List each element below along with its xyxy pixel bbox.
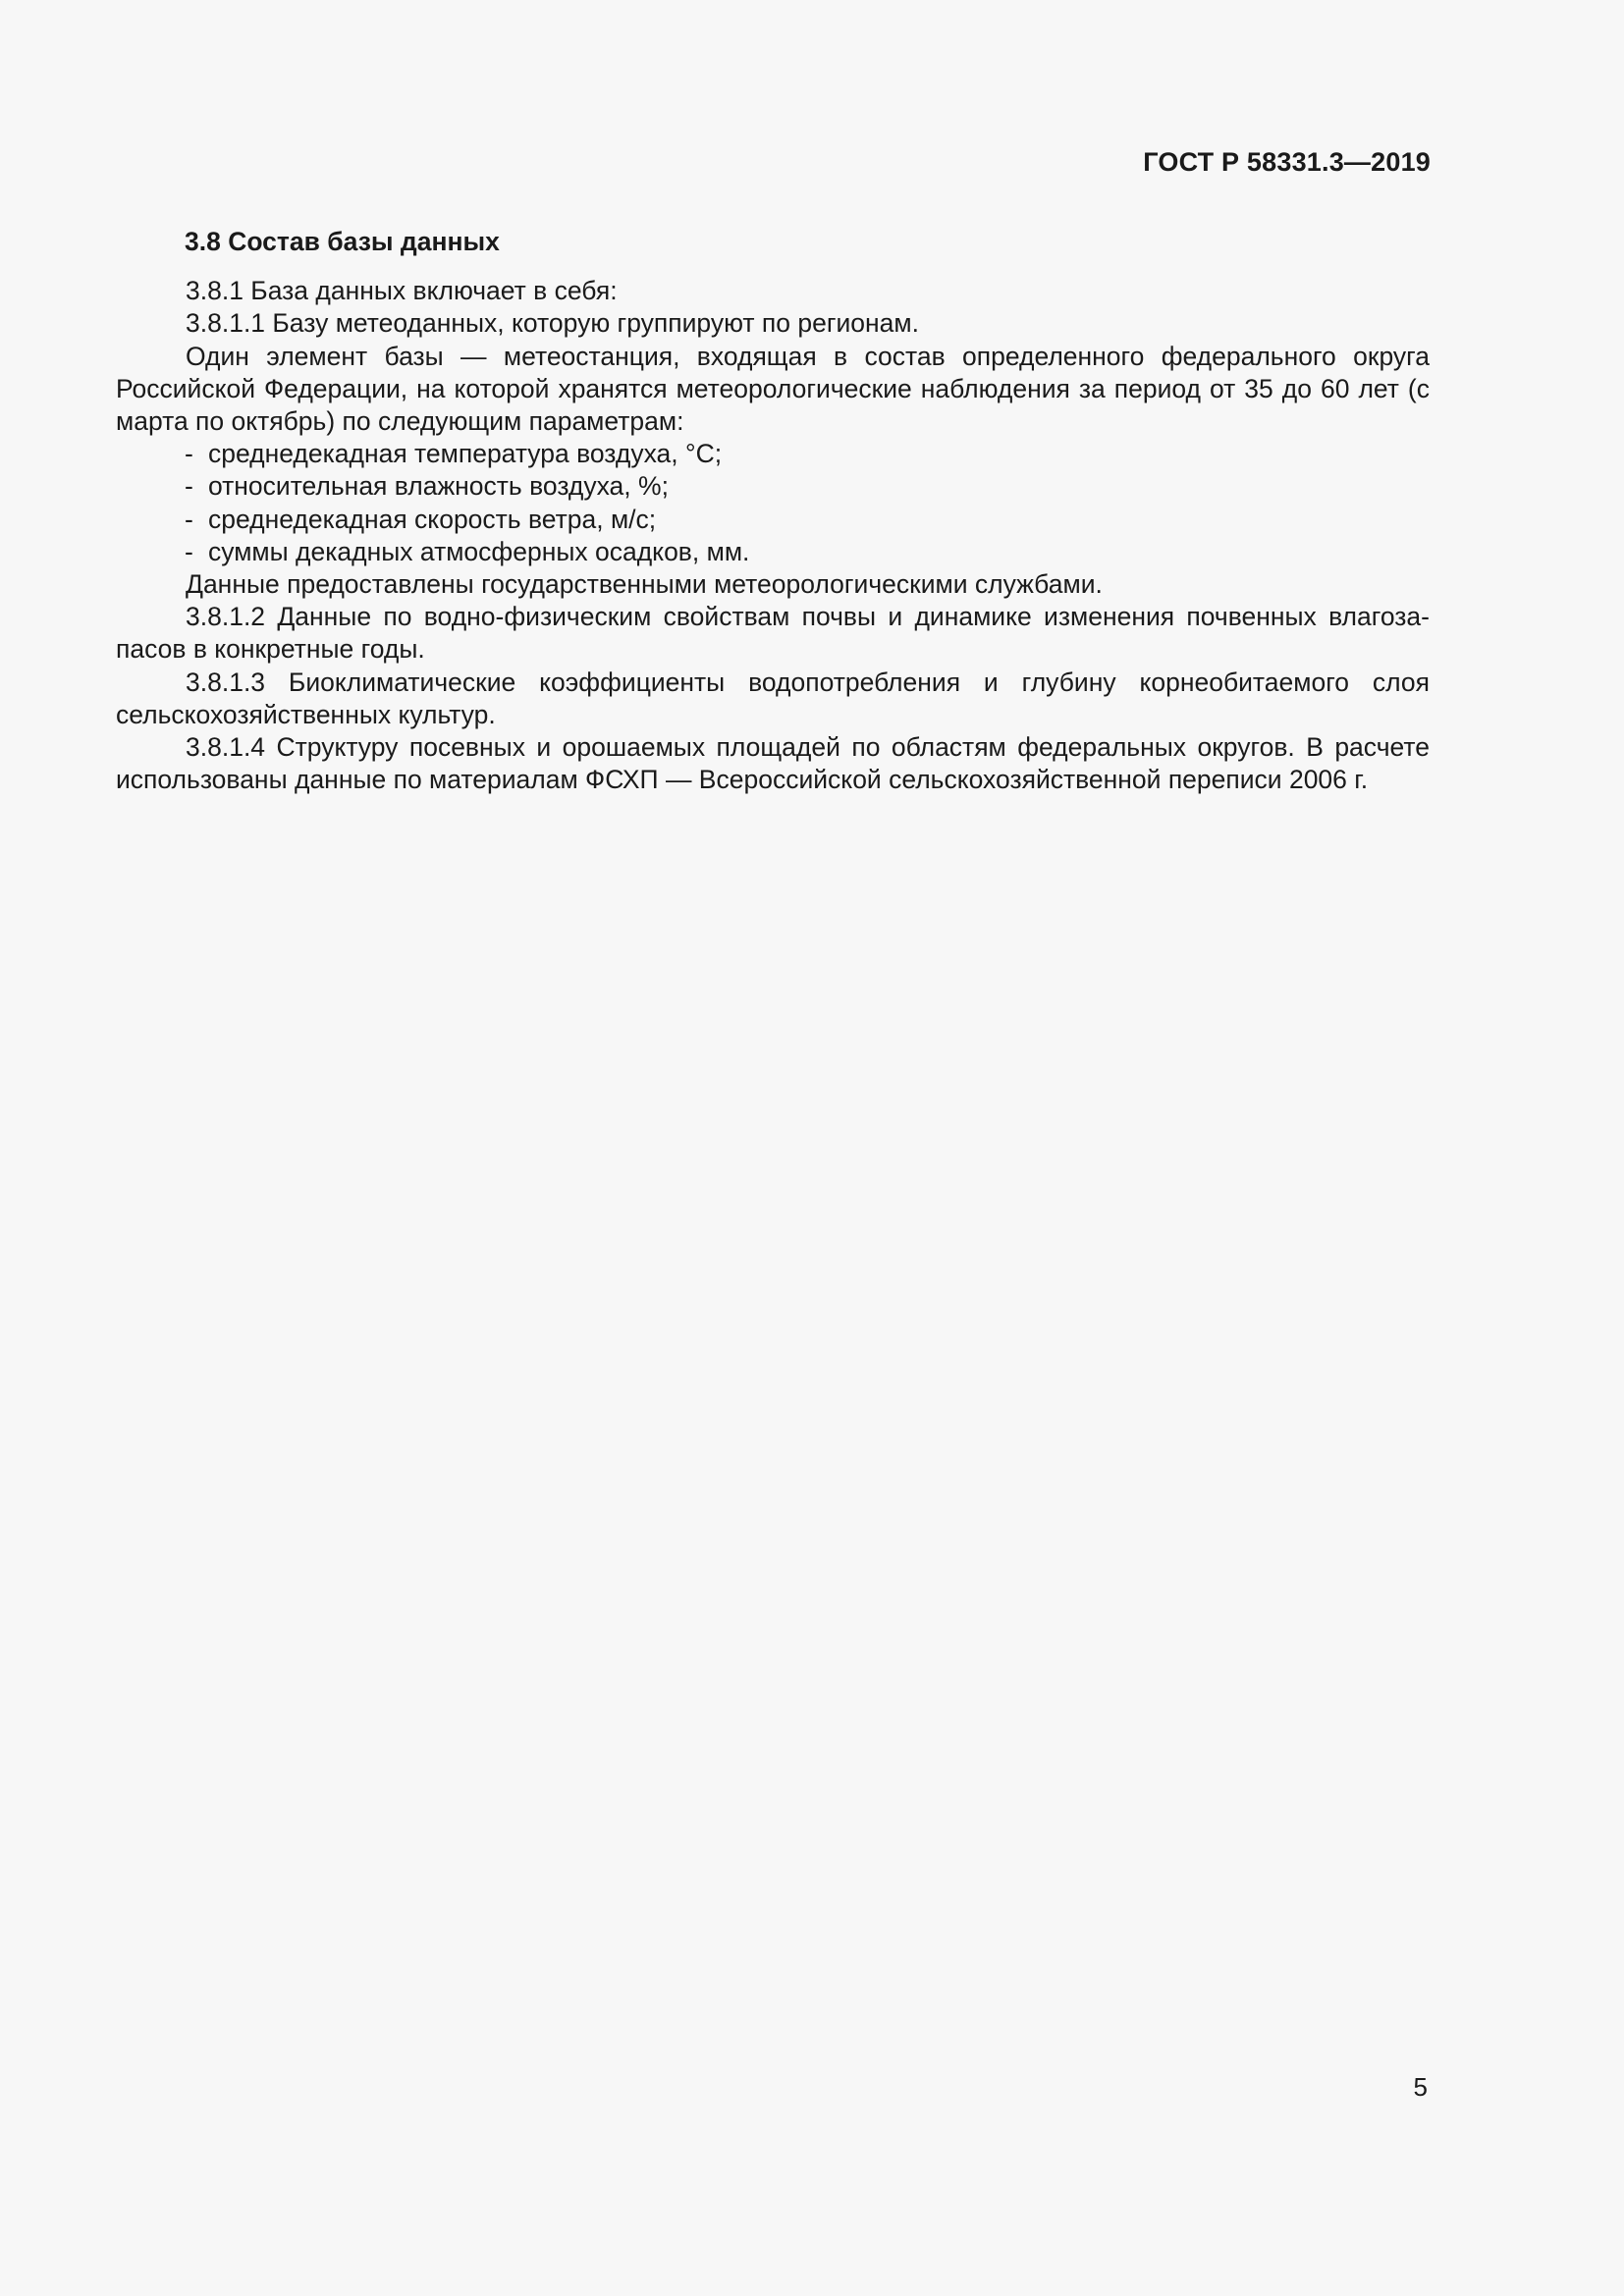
list-item	[185, 536, 1430, 568]
document-code-header: ГОСТ Р 58331.3—2019	[1143, 147, 1431, 177]
document-body	[116, 226, 1430, 796]
paragraph-3-8-1-3: 3.8.1.3 Биоклиматические коэффициенты водопотребления и глубину корнеобитаемого слоя сельскохозяйственных культур.	[116, 667, 1430, 729]
list-item	[185, 470, 1430, 503]
list-item-text: суммы декадных атмосферных осадков, мм.	[208, 536, 750, 566]
list-item-text: среднедекадная температура воздуха, °С;	[208, 439, 723, 469]
parameter-list	[116, 438, 1430, 568]
list-marker: -	[185, 504, 193, 534]
paragraph-database-element: Один элемент базы — метеостанция, входящая в состав определенного федерального округа Российской Федерации, на которой хранятся метеорологические наблюдения за период от 35 до 60 лет (с марта по октябрь) по следующим параметрам:	[116, 341, 1430, 437]
list-marker: -	[185, 439, 193, 469]
paragraph-data-source: Данные предоставлены государственными метеорологическими службами.	[186, 569, 1103, 600]
list-item-text: относительная влажность воздуха, %;	[208, 471, 669, 502]
list-item	[185, 438, 1430, 470]
paragraph-3-8-1-2: 3.8.1.2 Данные по водно-физическим свойствам почвы и динамике изменения почвенных влагоза-пасов в конкретные годы.	[116, 602, 1430, 665]
list-marker: -	[185, 471, 193, 502]
page-number: 5	[1413, 2072, 1428, 2102]
paragraph-3-8-1-4: 3.8.1.4 Структуру посевных и орошаемых площадей по областям федеральных округов. В расчете использованы данные по материалам ФСХП — Всероссийской сельскохозяйственной переписи 2006 г.	[116, 732, 1430, 795]
section-title: 3.8 Состав базы данных	[185, 227, 500, 256]
list-item-text: среднедекадная скорость ветра, м/с;	[208, 504, 657, 534]
list-marker: -	[185, 536, 193, 566]
paragraph-3-8-1: 3.8.1 База данных включает в себя:	[186, 276, 618, 306]
paragraph-3-8-1-1: 3.8.1.1 Базу метеоданных, которую группируют по регионам.	[186, 308, 919, 339]
list-item	[185, 504, 1430, 536]
